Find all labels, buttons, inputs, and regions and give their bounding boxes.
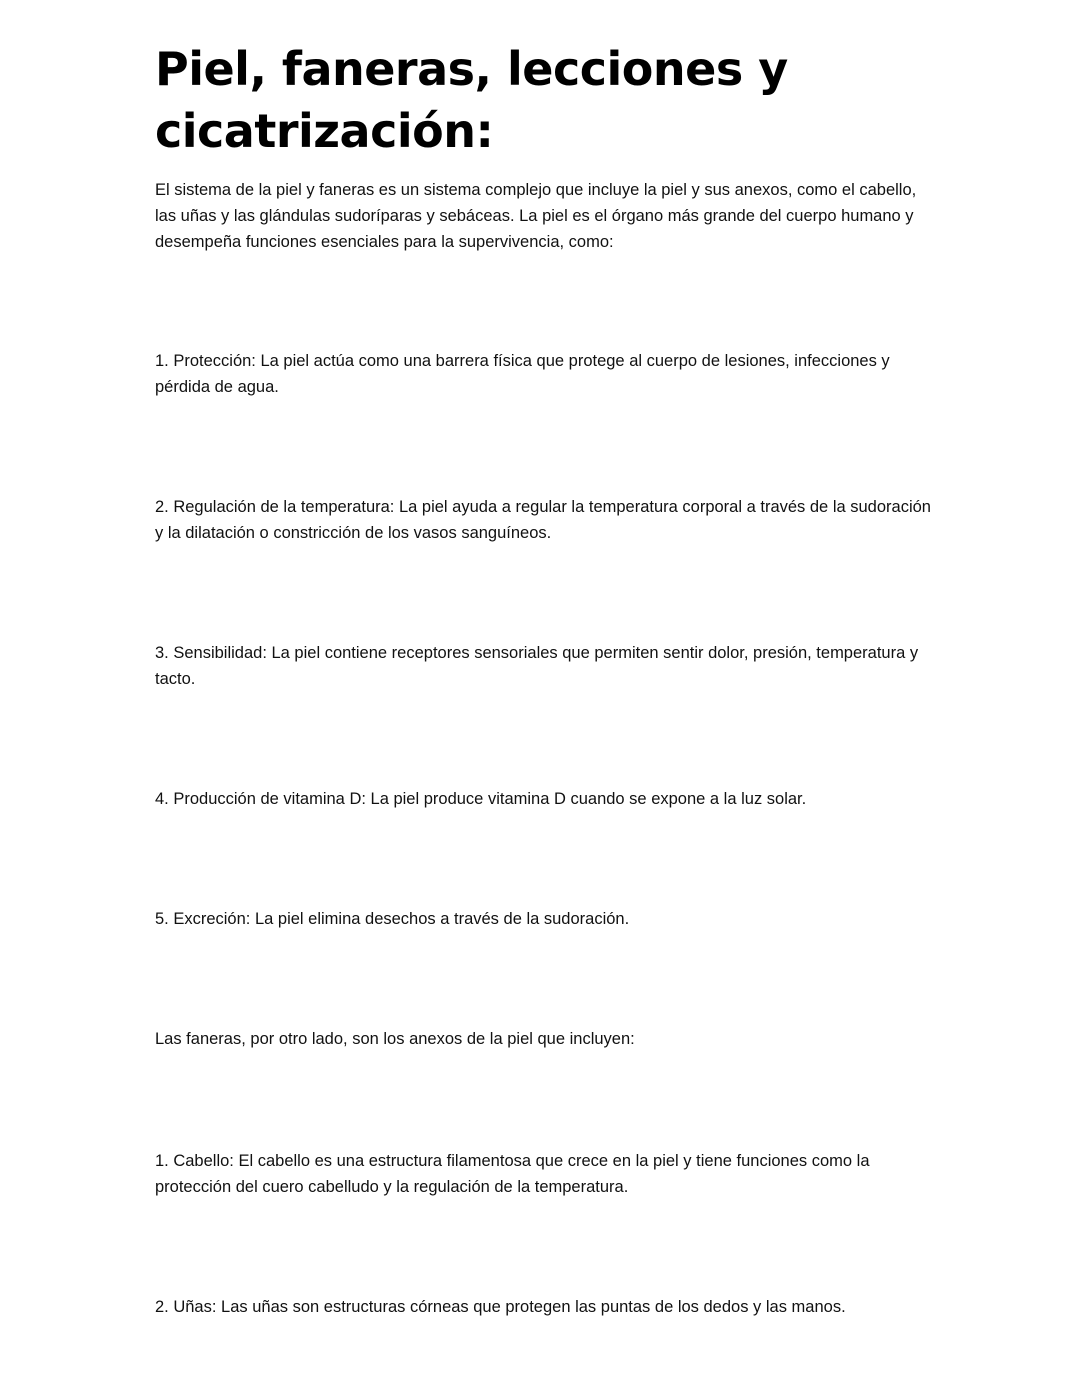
fanera-item-unas: 2. Uñas: Las uñas son estructuras córneas que protegen las puntas de los dedos y las manos.	[155, 1298, 846, 1316]
intro-paragraph: El sistema de la piel y faneras es un sistema complejo que incluye la piel y sus anexos, como el cabello, las uñas y las glándulas sudoríparas y sebáceas. La piel es el órgano más grande del cuerpo humano y desempeña funciones esenciales para la supervivencia, como:	[155, 181, 917, 251]
function-item-vitamina-d: 4. Producción de vitamina D: La piel produce vitamina D cuando se expone a la luz solar.	[155, 790, 807, 808]
function-item-excrecion: 5. Excreción: La piel elimina desechos a través de la sudoración.	[155, 910, 630, 928]
fanera-item-cabello: 1. Cabello: El cabello es una estructura filamentosa que crece en la piel y tiene funciones como la protección del cuero cabelludo y la regulación de la temperatura.	[155, 1152, 870, 1196]
function-item-regulacion: 2. Regulación de la temperatura: La piel ayuda a regular la temperatura corporal a través de la sudoración y la dilatación o constricción de los vasos sanguíneos.	[155, 498, 931, 542]
function-item-proteccion: 1. Protección: La piel actúa como una barrera física que protege al cuerpo de lesiones, infecciones y pérdida de agua.	[155, 352, 890, 396]
function-item-sensibilidad: 3. Sensibilidad: La piel contiene receptores sensoriales que permiten sentir dolor, presión, temperatura y tacto.	[155, 644, 919, 688]
page-title: Piel, faneras, lecciones y cicatrización:	[155, 42, 788, 158]
faneras-intro-paragraph: Las faneras, por otro lado, son los anexos de la piel que incluyen:	[155, 1030, 635, 1048]
